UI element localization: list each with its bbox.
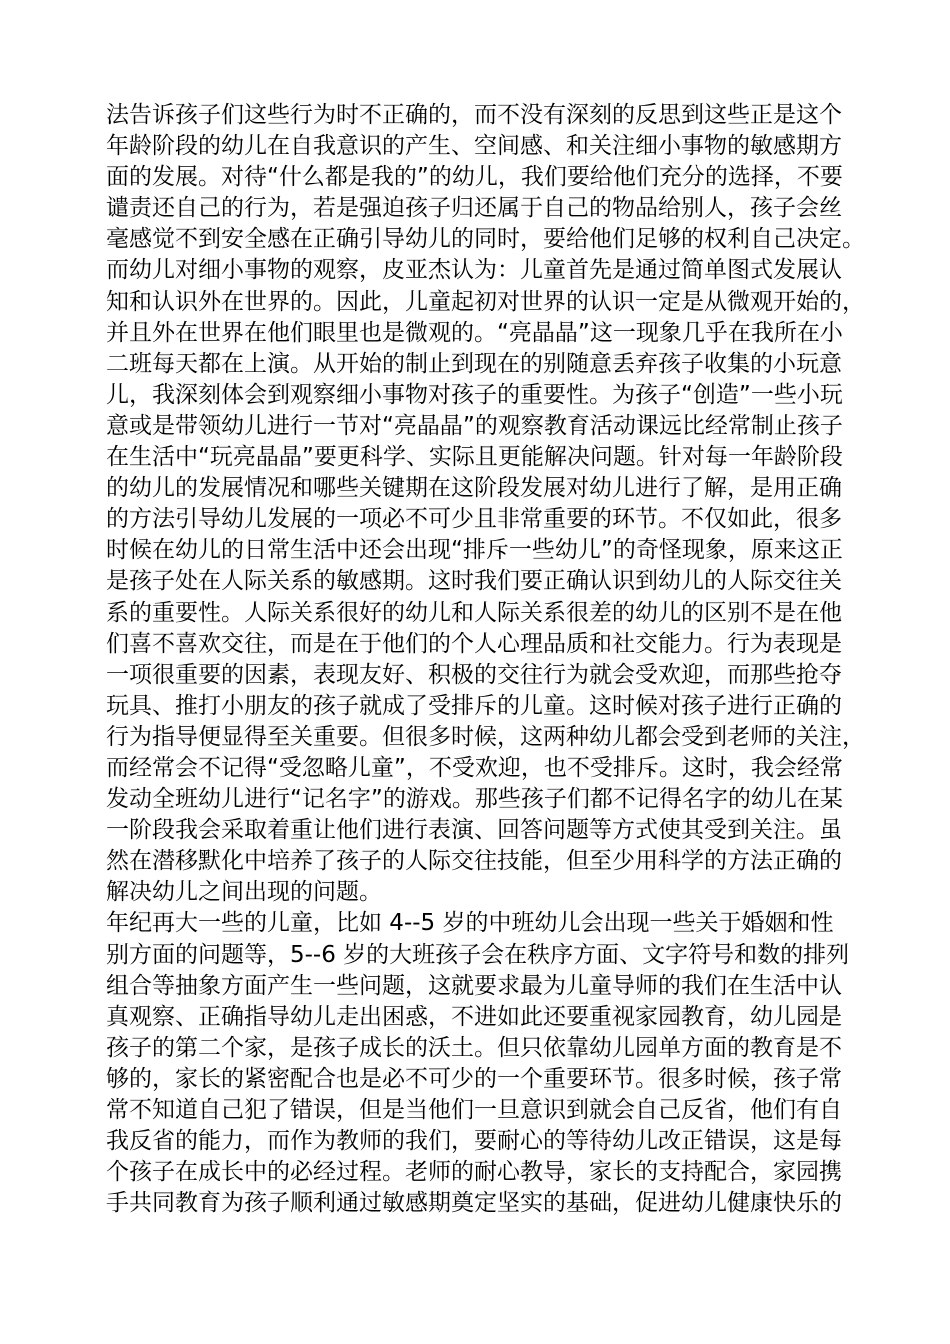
text-line: 年纪再大一些的儿童，比如 4--5 岁的中班幼儿会出现一些关于婚姻和性 bbox=[106, 910, 834, 937]
text-line: 意或是带领幼儿进行一节对“亮晶晶”的观察教育活动课远比经常制止孩子 bbox=[106, 412, 843, 439]
text-line: 年龄阶段的幼儿在自我意识的产生、空间感、和关注细小事物的敏感期方 bbox=[106, 133, 842, 160]
text-line: 孩子的第二个家，是孩子成长的沃土。但只依靠幼儿园单方面的教育是不 bbox=[106, 1034, 842, 1061]
text-line: 个孩子在成长中的必经过程。老师的耐心教导，家长的支持配合，家园携 bbox=[106, 1159, 842, 1186]
text-line: 发动全班幼儿进行“记名字”的游戏。那些孩子们都不记得名字的幼儿在某 bbox=[106, 786, 843, 813]
text-line: 一阶段我会采取着重让他们进行表演、回答问题等方式使其受到关注。虽 bbox=[106, 817, 842, 844]
text-line: 而经常会不记得“受忽略儿童”，不受欢迎，也不受排斥。这时，我会经常 bbox=[106, 754, 843, 781]
text-line: 的方法引导幼儿发展的一项必不可少且非常重要的环节。不仅如此，很多 bbox=[106, 506, 842, 533]
text-line: 时候在幼儿的日常生活中还会出现“排斥一些幼儿”的奇怪现象，原来这正 bbox=[106, 537, 843, 564]
text-line: 面的发展。对待“什么都是我的”的幼儿，我们要给他们充分的选择，不要 bbox=[106, 164, 843, 191]
text-line: 别方面的问题等，5--6 岁的大班孩子会在秩序方面、文字符号和数的排列 bbox=[106, 941, 850, 968]
text-line: 一项很重要的因素，表现友好、积极的交往行为就会受欢迎，而那些抢夺 bbox=[106, 661, 842, 688]
text-line: 够的，家长的紧密配合也是必不可少的一个重要环节。很多时候，孩子常 bbox=[106, 1065, 842, 1092]
body-text bbox=[106, 100, 866, 1219]
text-line: 我反省的能力，而作为教师的我们，要耐心的等待幼儿改正错误，这是每 bbox=[106, 1128, 842, 1155]
text-line: 系的重要性。人际关系很好的幼儿和人际关系很差的幼儿的区别不是在他 bbox=[106, 599, 842, 626]
text-line: 行为指导便显得至关重要。但很多时候，这两种幼儿都会受到老师的关注， bbox=[106, 723, 865, 750]
text-line: 是孩子处在人际关系的敏感期。这时我们要正确认识到幼儿的人际交往关 bbox=[106, 568, 842, 595]
text-line: 谴责还自己的行为，若是强迫孩子归还属于自己的物品给别人，孩子会丝 bbox=[106, 195, 842, 222]
text-line: 知和认识外在世界的。因此，儿童起初对世界的认识一定是从微观开始的， bbox=[106, 288, 865, 315]
text-line: 组合等抽象方面产生一些问题，这就要求最为儿童导师的我们在生活中认 bbox=[106, 972, 842, 999]
text-line: 在生活中“玩亮晶晶”要更科学、实际且更能解决问题。针对每一年龄阶段 bbox=[106, 444, 843, 471]
text-line: 然在潜移默化中培养了孩子的人际交往技能，但至少用科学的方法正确的 bbox=[106, 848, 842, 875]
text-line: 儿，我深刻体会到观察细小事物对孩子的重要性。为孩子“创造”一些小玩 bbox=[106, 381, 843, 408]
text-line: 并且外在世界在他们眼里也是微观的。“亮晶晶”这一现象几乎在我所在小 bbox=[106, 319, 843, 346]
text-line: 而幼儿对细小事物的观察，皮亚杰认为：儿童首先是通过简单图式发展认 bbox=[106, 257, 842, 284]
text-line: 法告诉孩子们这些行为时不正确的，而不没有深刻的反思到这些正是这个 bbox=[106, 102, 842, 128]
text-line: 毫感觉不到安全感在正确引导幼儿的同时，要给他们足够的权利自己决定。 bbox=[106, 226, 865, 253]
text-line: 们喜不喜欢交往，而是在于他们的个人心理品质和社交能力。行为表现是 bbox=[106, 630, 842, 657]
text-line: 玩具、推打小朋友的孩子就成了受排斥的儿童。这时候对孩子进行正确的 bbox=[106, 692, 842, 719]
text-line: 二班每天都在上演。从开始的制止到现在的别随意丢弃孩子收集的小玩意 bbox=[106, 350, 842, 377]
text-line: 手共同教育为孩子顺利通过敏感期奠定坚实的基础，促进幼儿健康快乐的 bbox=[106, 1190, 842, 1217]
text-line: 常不知道自己犯了错误，但是当他们一旦意识到就会自己反省，他们有自 bbox=[106, 1097, 842, 1123]
text-line: 解决幼儿之间出现的问题。 bbox=[106, 879, 382, 906]
text-line: 真观察、正确指导幼儿走出困惑，不进如此还要重视家园教育，幼儿园是 bbox=[106, 1003, 842, 1030]
text-line: 的幼儿的发展情况和哪些关键期在这阶段发展对幼儿进行了解，是用正确 bbox=[106, 475, 842, 502]
